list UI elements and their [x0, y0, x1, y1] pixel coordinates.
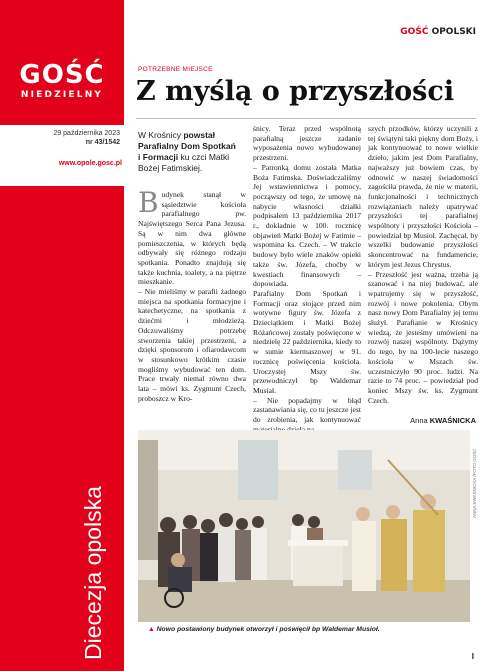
article-column-2	[253, 124, 361, 435]
paragraph: Parafialny Dom Spotkań i Formacji oraz stojące przed nim wotywne figury św. Józefa z Dzieciątkiem i Matki Bożej Różańcowej zostały poświęcone w niedzielę 22 października, kiedy to w sumie kiermaszowej w 91. rocznicę poświęcenia kościoła. Uroczystej Mszy św. przewodniczył bp Waldemar Musiał.	[253, 288, 361, 395]
title-divider	[136, 118, 476, 119]
issue-number: nr 43/1542	[85, 139, 120, 146]
logo-sub-text: NIEDZIELNY	[20, 90, 104, 100]
site-url-link[interactable]: www.opole.gosc.pl	[58, 160, 122, 167]
article-lead	[138, 130, 238, 174]
article-column-1	[138, 186, 246, 403]
paragraph: – Nie popadajmy w błąd zastanawiania się, co tu jeszcze jest do zrobienia, jak kontynuować	[253, 395, 361, 425]
article-column-3	[368, 124, 478, 405]
paragraph: – Patronką domu została Matka Boża Fatimska. Doświadczaliśmy Jej wstawiennictwa i pomocy, począwszy od tego, że umowę na nabycie własności działki podpisałem 13 października 2017 r., dokładnie w 100. rocznicę objawień Matki Bożej w Fatimie – wspomina ks. Czech. – W trakcie budowy było wiele znaków opieki także św. Józefa, choćby w kwestiach finansowych – dopowiada.	[253, 162, 361, 289]
drop-cap: B	[138, 186, 159, 219]
paragraph: szych przodków, którzy uczynili z tej świątyni taki piękny dom Boży, i jak kontynuować to nowe wielkie dzieło, jakim jest Dom Parafialny, najważszy już bowiem czas, by odnowić w naszej świadomości zagościła prawda, że nie w materii, funkcjonalności i technicznych rozwiązaniach należy upatrywać przyszłości tej parafialnej wspólnoty i przyszłości Kościoła – powiedział bp Musioł. Zachęcał, by wszelki budowanie przyszłości skoncentrować na fundamencie, którym jest Jezus Chrystus.	[368, 124, 478, 269]
lead-suffix: ku czci Matki Bożej Fatimskiej.	[138, 152, 230, 173]
ceremony-photo	[138, 430, 470, 622]
lead-prefix: W Krośnicy	[138, 130, 184, 140]
brand-region: OPOLSKI	[431, 27, 476, 37]
regional-brand	[400, 27, 476, 37]
page-number: I	[471, 652, 474, 661]
issue-date: 29 października 2023	[53, 130, 120, 137]
logo-main-text: GOŚĆ	[19, 60, 105, 90]
lead-bold: powstał Parafialny Dom Spotkań i Formacji	[138, 130, 236, 162]
author-last-name: KWAŚNICKA	[429, 416, 476, 425]
paragraph-text: udynek stanął w sąsiedztwie kościoła parafialnego pw. Najświętszego Serca Pana Jezusa. Są w nim dwa główne pomieszczenia, w których będą odbywały się różnego rodzaju spotkania. Ponadto znajdują się także kuchnia, toalety, a na piętrze mieszkanie.	[138, 190, 246, 287]
sidebar	[0, 0, 124, 671]
caption-text: Nowo postawiony budynek otworzył i poświęcił bp Waldemar Musioł.	[156, 626, 380, 633]
section-tag: POTRZEBNE MIEJSCE	[138, 66, 213, 73]
paragraph: – Przeszłość jest ważna, trzeba ją szanować i na niej budować, ale wpatrujemy się w przyszłość, rozwój i nowe pokolenia. Obym nasz nowy Dom Parafialny jej temu służył. Parafianie w Krośnicy wiedzą, że jesteśmy umówieni na rozwój naszej wspólnoty. Dążymy do tego, by na 100-lecie naszego kościoła w Mszach św. uczestniczyło 90 proc. ludzi. Na razie to 74 proc. – powiedział pod koniec Mszy św. ks. Zygmunt Czech.	[368, 269, 478, 405]
paragraph: – Nie mieliśmy w parafii żadnego miejsca na spotkania formacyjne i katechetyczne, na spotkania z dziećmi i młodzieżą. Odczuwaliśmy potrzebę stworzenia takiej przestrzeni, a dzięki sponsorom i ofiarodawcom w stosunkowo krótkim czasie mogliśmy wybudować ten dom. Prace trwały niemal równo dwa lata – mówi ks. Zygmunt Czech, proboszcz w Kro-	[138, 287, 246, 403]
caption-arrow-icon: ▲	[148, 626, 155, 633]
article-title: Z myślą o przyszłości	[136, 76, 455, 107]
photo-caption	[148, 626, 380, 633]
author-byline	[410, 416, 476, 425]
brand-gosc: GOŚĆ	[400, 27, 429, 37]
author-first-name: Anna	[410, 416, 430, 425]
paragraph	[138, 186, 246, 287]
photo-illustration	[138, 430, 470, 622]
gosc-niedzielny-logo	[0, 62, 124, 100]
diocese-label: Diecezja opolska	[80, 486, 106, 660]
photo-credit: ANNA KWAŚNICKA /FOTO GOŚĆ	[472, 448, 477, 518]
paragraph: śnicy. Teraz przed wspólnotą parafialną jeszcze zadanie wyposażenia nowo wybudowanej przestrzeni.	[253, 124, 361, 163]
